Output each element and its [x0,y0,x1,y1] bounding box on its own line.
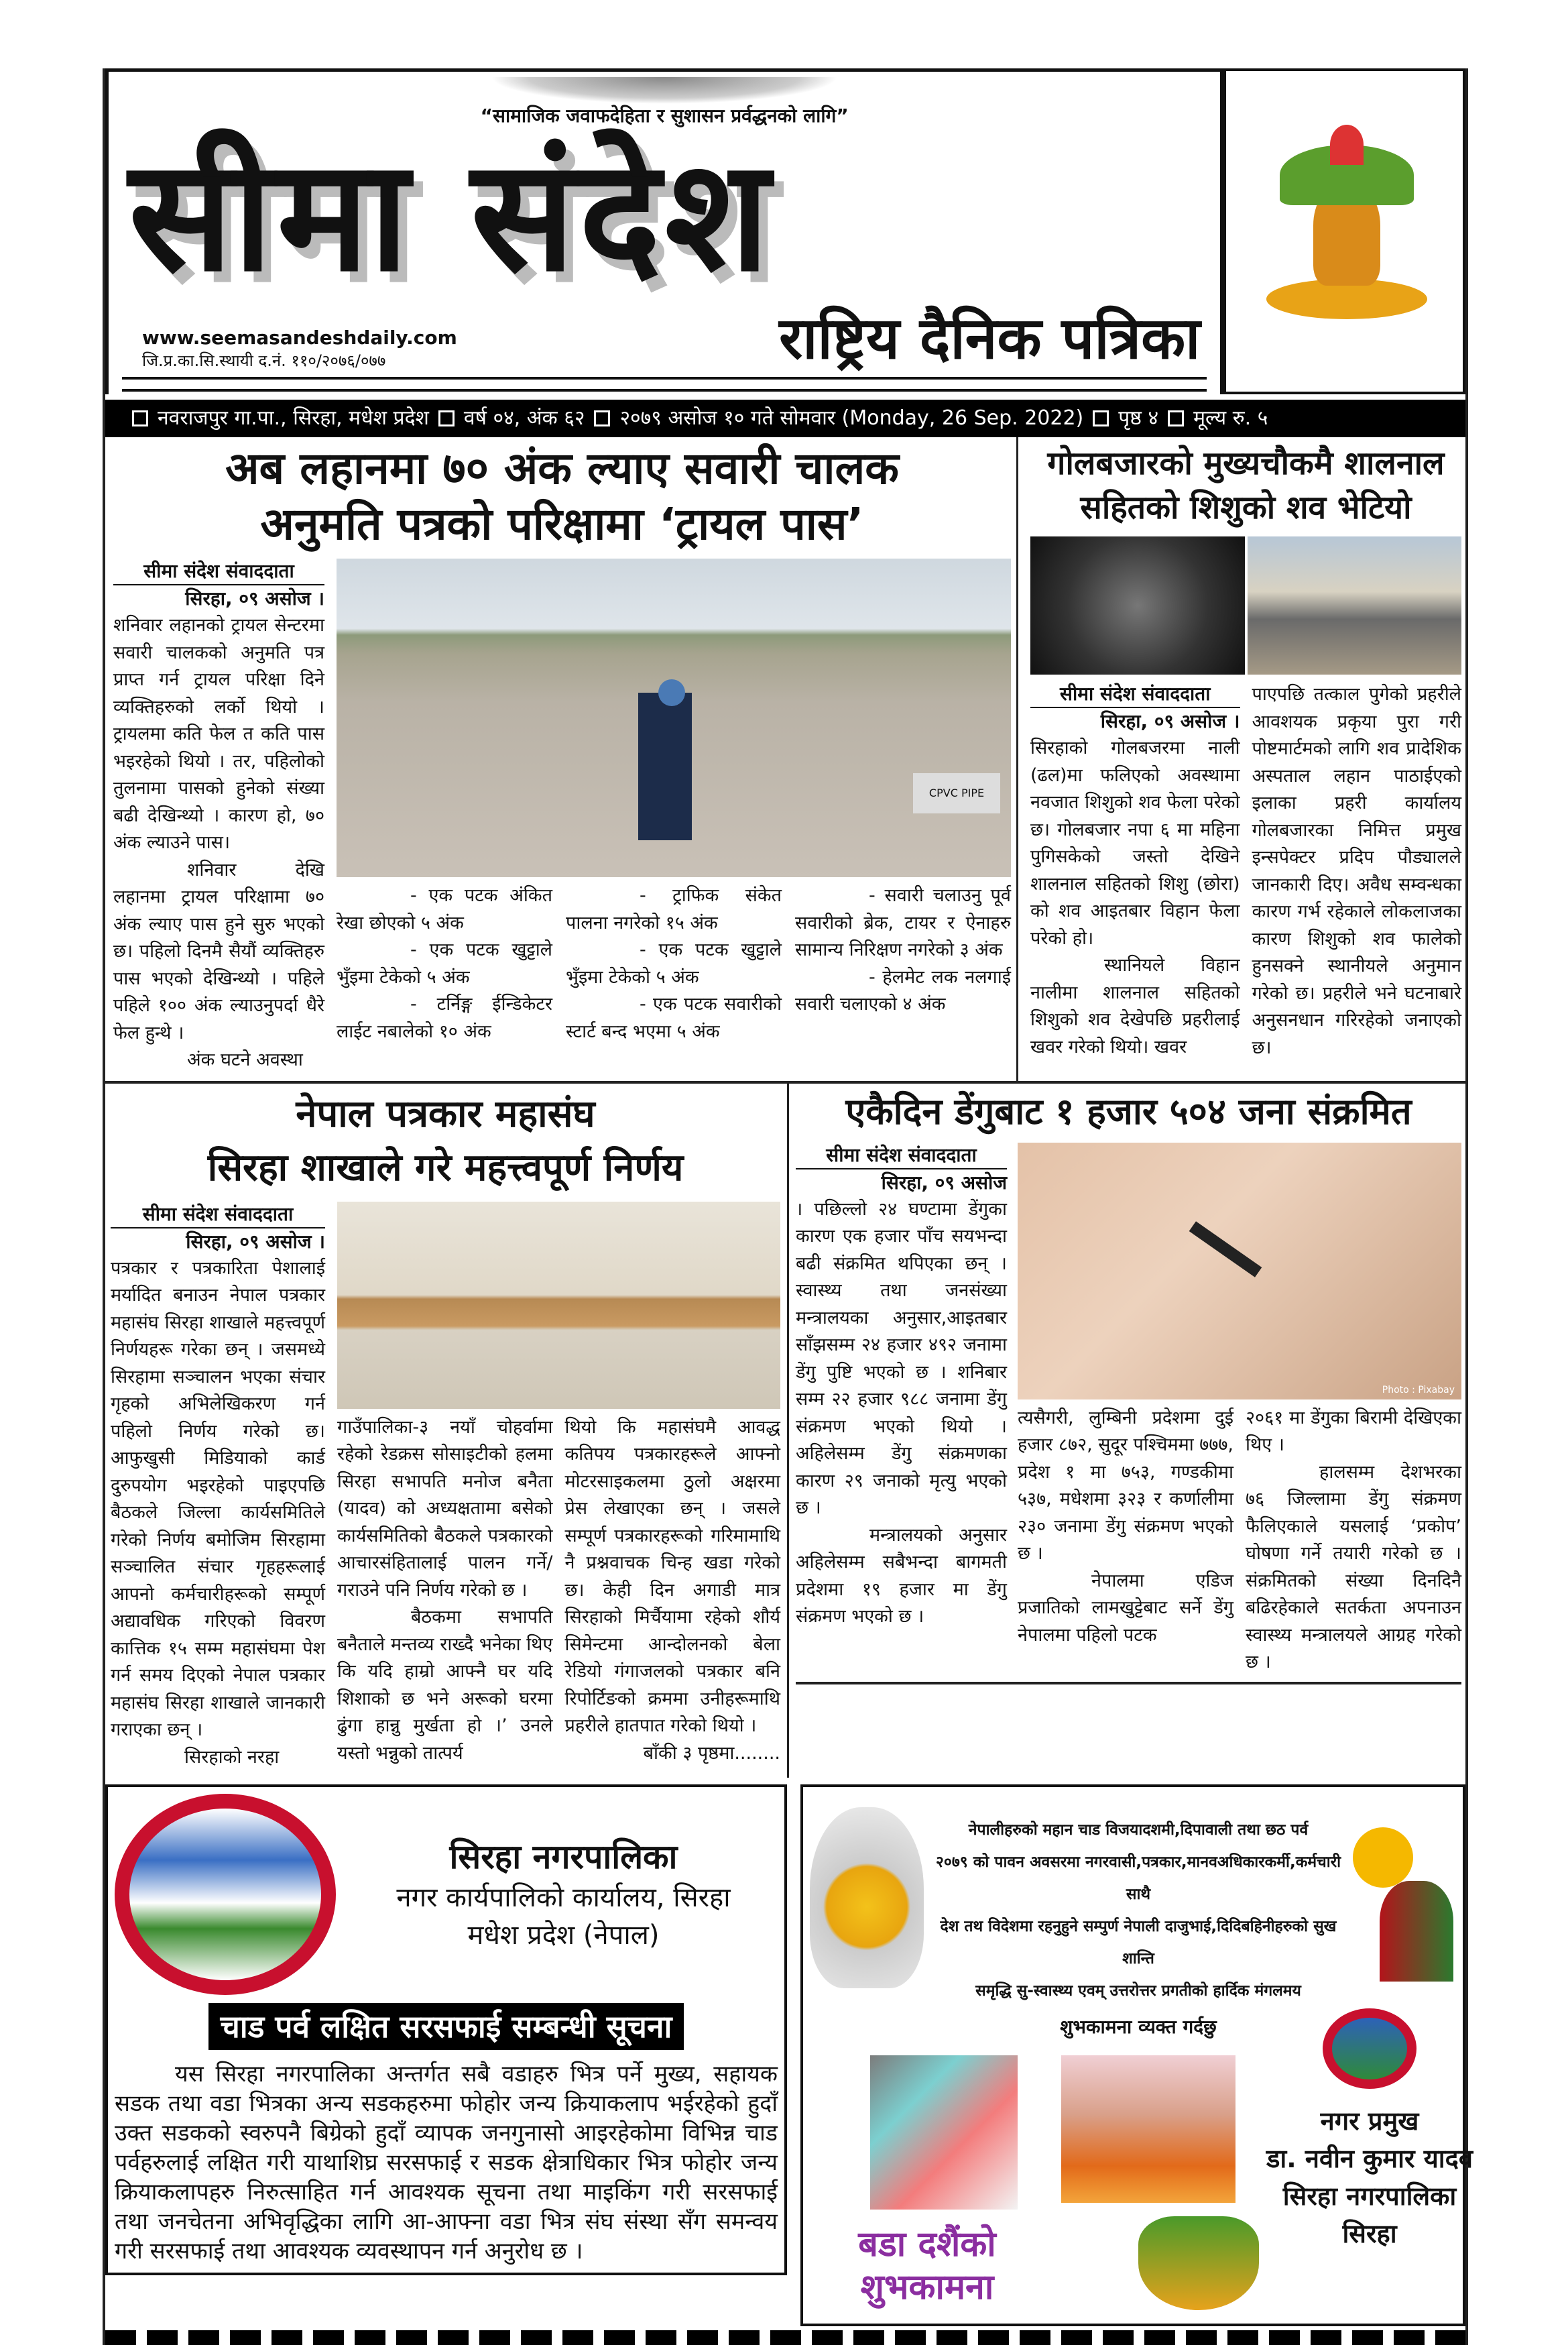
header [105,68,1465,394]
paragraph-list [565,1414,781,1740]
article1-bullets-1 [337,882,552,1045]
byline: सीमा संदेश संवाददाता [1030,681,1240,708]
article1-column-1 [113,559,324,1074]
paragraph: नेपालमा एडिज प्रजातिको लामखुट्टेबाट सर्ने डेंगु नेपालमा पहिलो पटक [1018,1570,1233,1646]
paragraph: त्यसैगरी, लुम्बिनी प्रदेशमा दुई हजार ८७२, सुदूर पश्चिममा ७७७, प्रदेश १ मा ७५३, गण्डकीमा ५३७, मधेशमा ३२३ र कर्णालीमा २३० जनामा डेंगु संक्रमण भएको छ । [1018,1407,1234,1564]
paragraph: पाएपछि तत्काल पुगेको प्रहरीले आवशयक प्रकृया पुरा गरी पोष्टमार्टमको लागि शव प्रादेशिक अस्पताल लहान पाठाईएको इलाका प्रहरी कार्यालय गोलबजारका निमित्त प्रमुख इन्सपेक्टर प्रदिप पौड्यालले जानकारी दिए। अवैध सम्वन्धका कारण गर्भ रहेकाले लोकलाजका कारण शिशुको शव फालेको हुनसक्ने स्थानीयले अनुमान गरेको छ। प्रहरीले भने घटनाबारे अनुसनधान गरिरहेको जनाएको छ। [1252,684,1461,1058]
mayor-info [1266,2102,1473,2252]
slogan: “सामाजिक जवाफदेहिता र सुशासन प्रर्वद्धनको लागि” [480,105,849,127]
infant-photo [1030,536,1245,675]
paragraph: - सवारी चलाउनु पूर्व सवारीको ब्रेक, टायर र ऐनाहरु सामान्य निरिक्षण नगरेको ३ अंक [795,885,1011,961]
mayor-place: सिरहा [1342,2219,1397,2249]
byline: सीमा संदेश संवाददाता [796,1143,1007,1169]
article4 [787,1084,1465,1778]
page-count: पृष्ठ ४ [1118,406,1159,431]
headline-line: सिरहा शाखाले गरे महत्त्वपूर्ण निर्णय [207,1145,684,1190]
continued-note: बाँकी ३ पृष्ठमा........ [643,1742,780,1764]
mayor-photo [1061,2055,1235,2203]
headline-line: अनुमति पत्रको परिक्षामा ‘ट्रायल पास’ [260,498,864,550]
paragraph: बैठकमा सभापति बनैताले मन्तव्य राख्दै भनेका थिए कि यदि हाम्रो आफ्नै घर यदि शिशाको छ भने अरूको घरमा ढुंगा हान्नु मुर्खता हो ।’ उनले यस्तो भन्नुको तात्पर्य [337,1607,553,1764]
notice-title: चाड पर्व लक्षित सरसफाई सम्बन्धी सूचना [208,2003,684,2050]
square-bullet-icon [594,410,610,426]
bottom-border [105,2330,1465,2345]
mayor-role: नगर प्रमुख [1320,2106,1419,2136]
square-bullet-icon [1168,410,1184,426]
paragraph: अंक घटने अवस्था [187,1049,303,1071]
jamara-image [1138,2216,1259,2310]
article3-column-2 [337,1414,553,1768]
masthead-bottom-row [122,306,1207,378]
sun-image [1353,1827,1413,1888]
kites-image [870,2055,1018,2210]
square-bullet-icon [1093,410,1109,426]
greeting-wish: शुभकामना व्यक्त गर्दछु [1060,2016,1217,2039]
greeting-line: २०७९ को पावन अवसरमा नगरवासी,पत्रकार,मानवअधिकारकर्मी,कर्मचारी साथै [935,1853,1341,1904]
dateline: सिरहा, ०९ असोज । [185,587,324,610]
article1-bullets-3 [795,882,1011,1045]
paragraph: - ट्राफिक संकेत पालना नगरेको १५ अंक [566,885,782,933]
notice-header [115,1794,778,1995]
photo-credit: Photo : Pixabay [1382,1384,1455,1395]
section-divider [796,1682,1461,1684]
paragraph: सिरहाको गोलबजरमा नाली (ढल)मा फलिएको अवस्थामा नवजात शिशुको शव फेला परेको छ। गोलबजार नपा ६ मा महिना पुगिसकेको जस्तो देखिने शालनाल सहितको शिशु (छोरा) को शव आइतबार विहान फेला परेको हो। [1030,738,1240,949]
paragraph: गाउँपालिका-३ नयाँ चोहर्वामा रहेको रेडक्रस सोसाइटीको हलमा सिरहा सभापति मनोज बनैता (यादव) को अध्यक्षतामा बसेको कार्यसमितिको बैठकले पत्रकारको आचारसंहितालाई पालन गर्ने/गराउने पनि निर्णय गरेको छ । [337,1416,553,1601]
notice-office: नगर कार्यपालिको कार्यालय, सिरहा [396,1882,731,1914]
paragraph: स्थानियले विहान नालीमा शालनाल सहितको शिशुको शव देखेपछि प्रहरीलाई खवर गरेको थियो। खवर [1030,955,1240,1057]
masthead-meta [142,326,457,371]
paragraph: - एक पटक सवारीको स्टार्ट बन्द भएमा ५ अंक [566,994,782,1042]
article4-column-1 [796,1143,1007,1676]
dateline: सिरहा, ०९ असोज [881,1171,1007,1194]
greeting-line: देश तथ विदेशमा रहनुहुने सम्पुर्ण नेपाली दाजुभाई,दिदिबहिनीहरुको सुख शान्ति [940,1918,1337,1968]
article3-column-1 [111,1202,325,1772]
paragraph: मन्त्रालयको अनुसार अहिलेसम्म सबैभन्दा बागमती प्रदेशमा १९ हजार मा डेंगु संक्रमण भएको छ । [796,1524,1007,1627]
middle-row [105,1084,1465,1778]
masthead [105,68,1223,394]
paragraph: - टर्निङ्ग ईन्डिकेटर लाईट नबालेको १० अंक [337,994,552,1042]
paragraph: - एक पटक खुट्टाले भुँइमा टेकेको ५ अंक [337,939,552,988]
article3 [105,1084,787,1778]
municipality-logo [1323,2008,1416,2089]
bottom-row [105,1784,1473,2326]
square-bullet-icon [438,410,455,426]
paragraph: - एक पटक खुट्टाले भुँइमा टेकेको ५ अंक [566,939,782,988]
paragraph: । पछिल्लो २४ घण्टामा डेंगुका कारण एक हजार पाँच सयभन्दा बढी संक्रमित थपिएका छन् । स्वास्थ्य तथा जनसंख्या मन्त्रालयका अनुसार,आइतबार साँझसम्म २४ हजार ४९२ जनामा डेंगु पुष्टि भएको छ । शनिबार सम्म २२ हजार ९८८ जनामा डेंगु संक्रमण भएको थियो । अहिलेसम्म डेंगु संक्रमणका कारण २९ जनाको मृत्यु भएको छ । [796,1198,1007,1519]
paragraph-list [1030,735,1240,1061]
article2-headline[interactable] [1030,441,1461,530]
article3-column-3 [565,1414,781,1768]
paragraph: हालसम्म देशभरका ७६ जिल्लामा डेंगु संक्रमण फैलिएकाले यसलाई ‘प्रकोप’ घोषणा गर्ने तयारी गरेको छ । संक्रमितको संख्या दिनदिनै बढिरहेकाले सतर्कता अपनाउन स्वास्थ्य मन्त्रालयले आग्रह गरेको छ । [1246,1461,1461,1673]
notice-heading-text [349,1835,778,1954]
paragraph-list [1252,681,1462,1062]
meeting-photo [337,1202,780,1409]
paragraph-list [795,882,1011,1019]
article2-column-1 [1030,681,1240,1062]
goddess-durga-image [810,1807,924,1988]
paragraph-list [113,612,324,1074]
paragraph-list [111,1255,325,1772]
article2-column-2 [1252,681,1462,1062]
price: मूल्य रु. ५ [1193,406,1268,431]
greeting-line: समृद्धि सु-स्वास्थ्य एवम् उत्तरोत्तर प्रगतीको हार्दिक मंगलमय [975,1982,1301,2000]
dateline: सिरहा, ०९ असोज । [1100,710,1240,733]
byline: सीमा संदेश संवाददाता [113,559,324,585]
byline: सीमा संदेश संवाददाता [111,1202,325,1228]
article3-headline[interactable] [111,1088,780,1195]
notice-body: यस सिरहा नगरपालिका अन्तर्गत सबै वडाहरु भित्र पर्ने मुख्य, सहायक सडक तथा वडा भित्रका अन्य सडकहरुमा फोहोर जन्य क्रियाकलाप भईरहेको हुदाँ उक्त सडकको स्वरुपनै बिग्रेको हुदाँ व्यापक जनगुनासो आइरहेकोमा विभिन्न चाड पर्वहरुलाई लक्षित गरी याथाशिघ्र सरसफाई र सडक क्षेत्राधिकार भित्र फोहोर जन्य क्रियाकलापहरु निरुत्साहित गर्न आवश्यक सूचना तथा माइकिंग गरी सरसफाई तथा जनचेतना अभिवृद्धिका लागि आ-आफ्ना वडा भित्र संघ संस्था सँग समन्वय गरी सरसफाई तथा आवश्यक व्यवस्थापन गर्न अनुरोध छ । [115,2061,778,2265]
article2 [1016,437,1465,1081]
issue-date: २०७९ असोज १० गते सोमवार (Monday, 26 Sep. 2022) [619,406,1084,431]
paragraph-list [337,1414,553,1768]
paragraph: २०६१ मा डेंगुका बिरामी देखिएका थिए । [1246,1407,1461,1456]
paragraph: - एक पटक अंकित रेखा छोएको ५ अंक [337,885,552,933]
municipality-notice [105,1784,787,2275]
crowd-photo [1248,536,1462,675]
square-bullet-icon [132,410,148,426]
paragraph: पत्रकार र पत्रकारिता पेशालाई मर्यादित बनाउन नेपाल पत्रकार महासंघ सिरहा शाखाले महत्त्वपूर्ण निर्णयहरू गरेका छन् । जसमध्ये सिरहामा सञ्चालन भएका संचार गृहको अभिलेखिकरण गर्न पहिलो निर्णय गरेको छ। आफुखुसी मिडियाको कार्ड दुरुपयोग भइरहेको पाइएपछि बैठकले जिल्ला कार्यसमितिले गरेको निर्णय बमोजिम सिरहामा सञ्चालित संचार गृहहरूलाई आपनो कर्मचारीहरूको सम्पूर्ण अद्यावधिक गरिएको विवरण कात्तिक १५ सम्म महासंघमा पेश गर्न समय दिएको नेपाल पत्रकार महासंघ सिरहा शाखाले जानकारी गराएका छन् । [111,1257,325,1741]
notice-org: सिरहा नगरपालिका [449,1837,678,1877]
nepal-emblem-logo [115,1794,336,1995]
masthead-ornament [490,77,839,104]
paragraph-list [1018,1405,1233,1650]
paragraph-list [1246,1405,1461,1676]
headline-line: सहितको शिशुको शव भेटियो [1080,489,1412,527]
article4-column-3 [1246,1405,1461,1676]
paragraph-list [566,882,782,1045]
paragraph: शनिवार देखि लहानमा ट्रायल परिक्षामा ७० अंक ल्याए पास हुने सुरु भएको छ। पहिलो दिनमै सैयौं व्यक्तिहरु पास भएको देखिन्थ्यो । पहिले पहिले १०० अंक ल्याउनुपर्दा धैरे फेल हुन्थे । [113,859,324,1043]
paragraph: थियो कि महासंघमै आवद्ध कतिपय पत्रकारहरूले आफ्नो मोटरसाइकलमा ठुलो अक्षरमा प्रेस लेखाएका छन् । जसले सम्पूर्ण पत्रकारहरूको गरिमामाथि नै प्रश्नवाचक चिन्ह खडा गरेको छ। केही दिन अगाडी मात्र सिरहाको मिर्चैयामा रहेको शौर्य सिमेन्टमा आन्दोलनको बेला रेडियो गंगाजलको पत्रकार बनि रिपोर्टिङको क्रममा उनीहरूमाथि प्रहरीले हातपात गरेको थियो । [564,1416,780,1737]
volume-issue: वर्ष ०४, अंक ६२ [463,406,585,431]
festival-greeting-ad [800,1784,1473,2326]
issue-info-strip [105,400,1465,437]
article1 [105,437,1016,1081]
registration-number: जि.प्र.का.सि.स्थायी द.नं. ११०/२०७६/०७७ [142,351,386,371]
headline-line: नेपाल पत्रकार महासंघ [296,1092,595,1136]
chhath-devotee-image [1380,1881,1453,1982]
article4-column-2 [1018,1405,1233,1676]
top-row [105,437,1465,1081]
headline-line: अब लहानमा ७० अंक ल्याए सवारी चालक [225,443,899,495]
mayor-org: सिरहा नगरपालिका [1282,2181,1457,2212]
article1-headline[interactable] [113,441,1011,552]
newspaper-title: सीमा संदेश [129,127,774,306]
paragraph: - हेलमेट लक नलगाई सवारी चलाएको ४ अंक [795,966,1011,1015]
photo-sign: CPVC PIPE [913,773,1000,813]
paragraph-list [796,1196,1007,1631]
article4-headline[interactable]: एकैदिन डेंगुबाट १ हजार ५०४ जना संक्रमित [845,1090,1412,1133]
paragraph: सिरहाको नरहा [184,1746,280,1768]
paragraph-list [337,882,552,1045]
mosquito-photo [1018,1143,1461,1399]
notice-province: मधेश प्रदेश (नेपाल) [467,1920,660,1951]
masthead-rule [122,377,1207,392]
driving-trial-photo [337,559,1011,877]
headline-line: गोलबजारको मुख्यचौकमै शालनाल [1047,445,1445,483]
newspaper-subtitle: राष्ट्रिय दैनिक पत्रिका [779,304,1201,372]
greeting-text [924,1814,1353,2043]
paragraph: शनिवार लहानको ट्रायल सेन्टरमा सवारी चालकको अनुमति पत्र प्राप्त गर्न ट्रायल परिक्षा दिने व्यक्तिहरुको लर्को थियो । ट्रायलमा कति फेल त कति पास भइरहेको थियो । तर, पहिलोको तुलनामा पासको हुनेको संख्या बढी देखिन्थ्यो । कारण हो, ७० अंक ल्याउने पास। [113,615,324,854]
greeting-line: नेपालीहरुको महान चाड विजयादशमी,दिपावाली तथा छठ पर्व [968,1821,1309,1839]
article1-bullets-2 [566,882,782,1045]
kalash-image [1223,68,1465,394]
page-frame [103,68,1473,2345]
dateline: सिरहा, ०९ असोज । [186,1230,325,1253]
mayor-name: डा. नवीन कुमार यादव [1266,2144,1473,2174]
website[interactable]: www.seemasandeshdaily.com [142,327,457,349]
dashain-greeting: बडा दशैंको शुभकामना [858,2224,996,2308]
location: नवराजपुर गा.पा., सिरहा, मधेश प्रदेश [158,406,429,431]
